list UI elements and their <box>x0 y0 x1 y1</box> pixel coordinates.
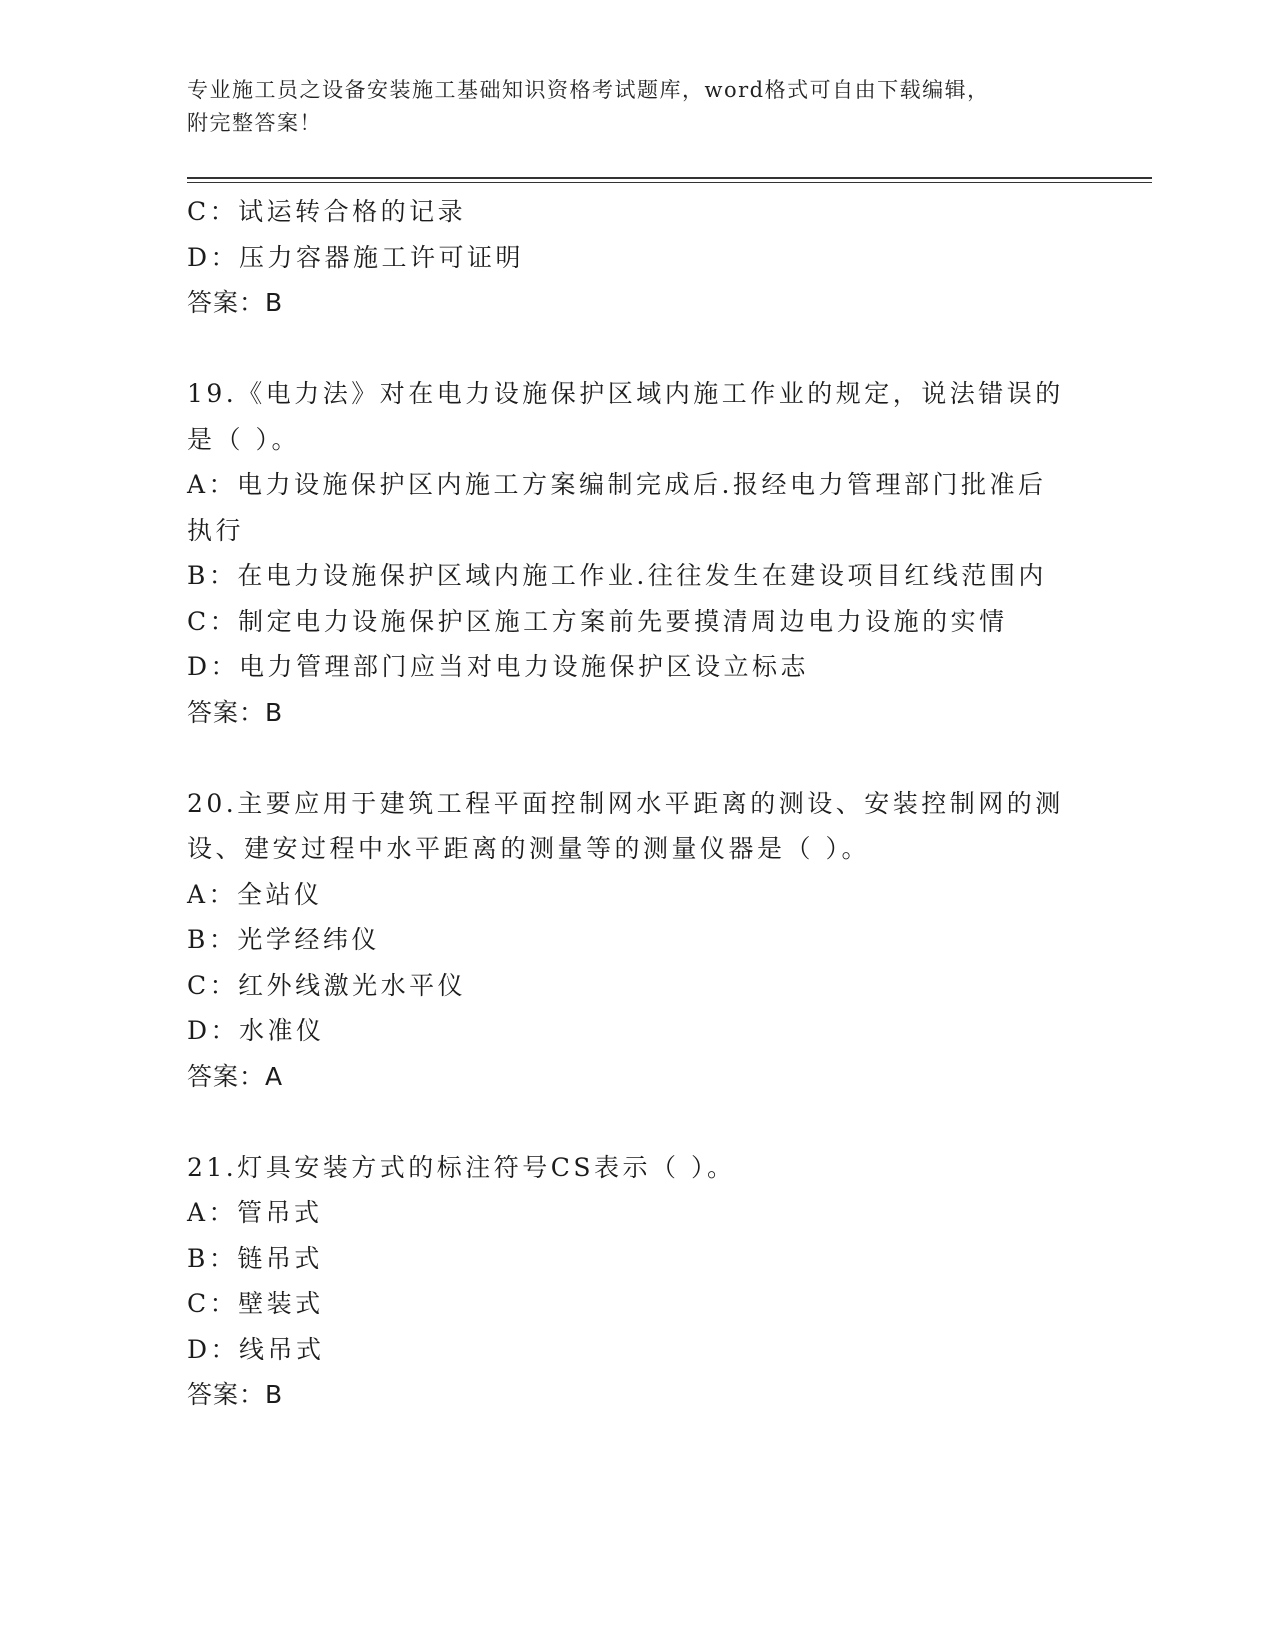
header-line-2: 附完整答案！ <box>187 111 322 135</box>
q19-option-a-line-1: A：电力设施保护区内施工方案编制完成后.报经电力管理部门批准后 <box>187 470 1047 499</box>
q21-option-d: D：线吊式 <box>187 1334 325 1364</box>
q19-answer: 答案：B <box>187 697 284 727</box>
spacer <box>187 326 1077 372</box>
spacer <box>187 1099 1077 1145</box>
q21-option-a: A：管吊式 <box>187 1198 323 1227</box>
page-header <box>187 74 1067 140</box>
q20-answer: 答案：A <box>187 1061 284 1091</box>
q19-stem-line-2: 是（ ）。 <box>187 424 300 454</box>
prev-option-c: C：试运转合格的记录 <box>187 197 467 226</box>
header-divider-thin <box>187 182 1152 183</box>
q19-option-a-line-2: 执行 <box>187 515 245 545</box>
q19-option-b: B：在电力设施保护区域内施工作业.往往发生在建设项目红线范围内 <box>187 561 1047 590</box>
question-20 <box>187 781 1077 1100</box>
q20-option-b: B：光学经纬仪 <box>187 925 380 954</box>
q20-option-d: D：水准仪 <box>187 1016 325 1045</box>
q21-option-c: C：壁装式 <box>187 1289 324 1318</box>
header-divider-thick <box>187 177 1152 179</box>
q19-option-d: D：电力管理部门应当对电力设施保护区设立标志 <box>187 652 810 681</box>
prev-option-d: D：压力容器施工许可证明 <box>187 242 525 272</box>
q21-stem: 21.灯具安装方式的标注符号CS表示（ ）。 <box>187 1152 736 1182</box>
question-21 <box>187 1145 1077 1418</box>
question-content <box>187 189 1077 1418</box>
header-line-1: 专业施工员之设备安装施工基础知识资格考试题库，word格式可自由下载编辑， <box>187 78 990 102</box>
spacer <box>187 735 1077 781</box>
prev-answer: 答案：B <box>187 288 284 317</box>
q19-option-c: C：制定电力设施保护区施工方案前先要摸清周边电力设施的实情 <box>187 606 1008 636</box>
question-19 <box>187 371 1077 735</box>
q20-stem-line-1: 20.主要应用于建筑工程平面控制网水平距离的测设、安装控制网的测 <box>187 788 1064 818</box>
q20-option-c: C：红外线激光水平仪 <box>187 970 467 1000</box>
q20-stem-line-2: 设、建安过程中水平距离的测量等的测量仪器是（ ）。 <box>187 834 870 863</box>
q21-answer: 答案：B <box>187 1380 284 1409</box>
q21-option-b: B：链吊式 <box>187 1243 323 1273</box>
q19-stem-line-1: 19.《电力法》对在电力设施保护区域内施工作业的规定，说法错误的 <box>187 379 1064 408</box>
q20-option-a: A：全站仪 <box>187 879 323 909</box>
